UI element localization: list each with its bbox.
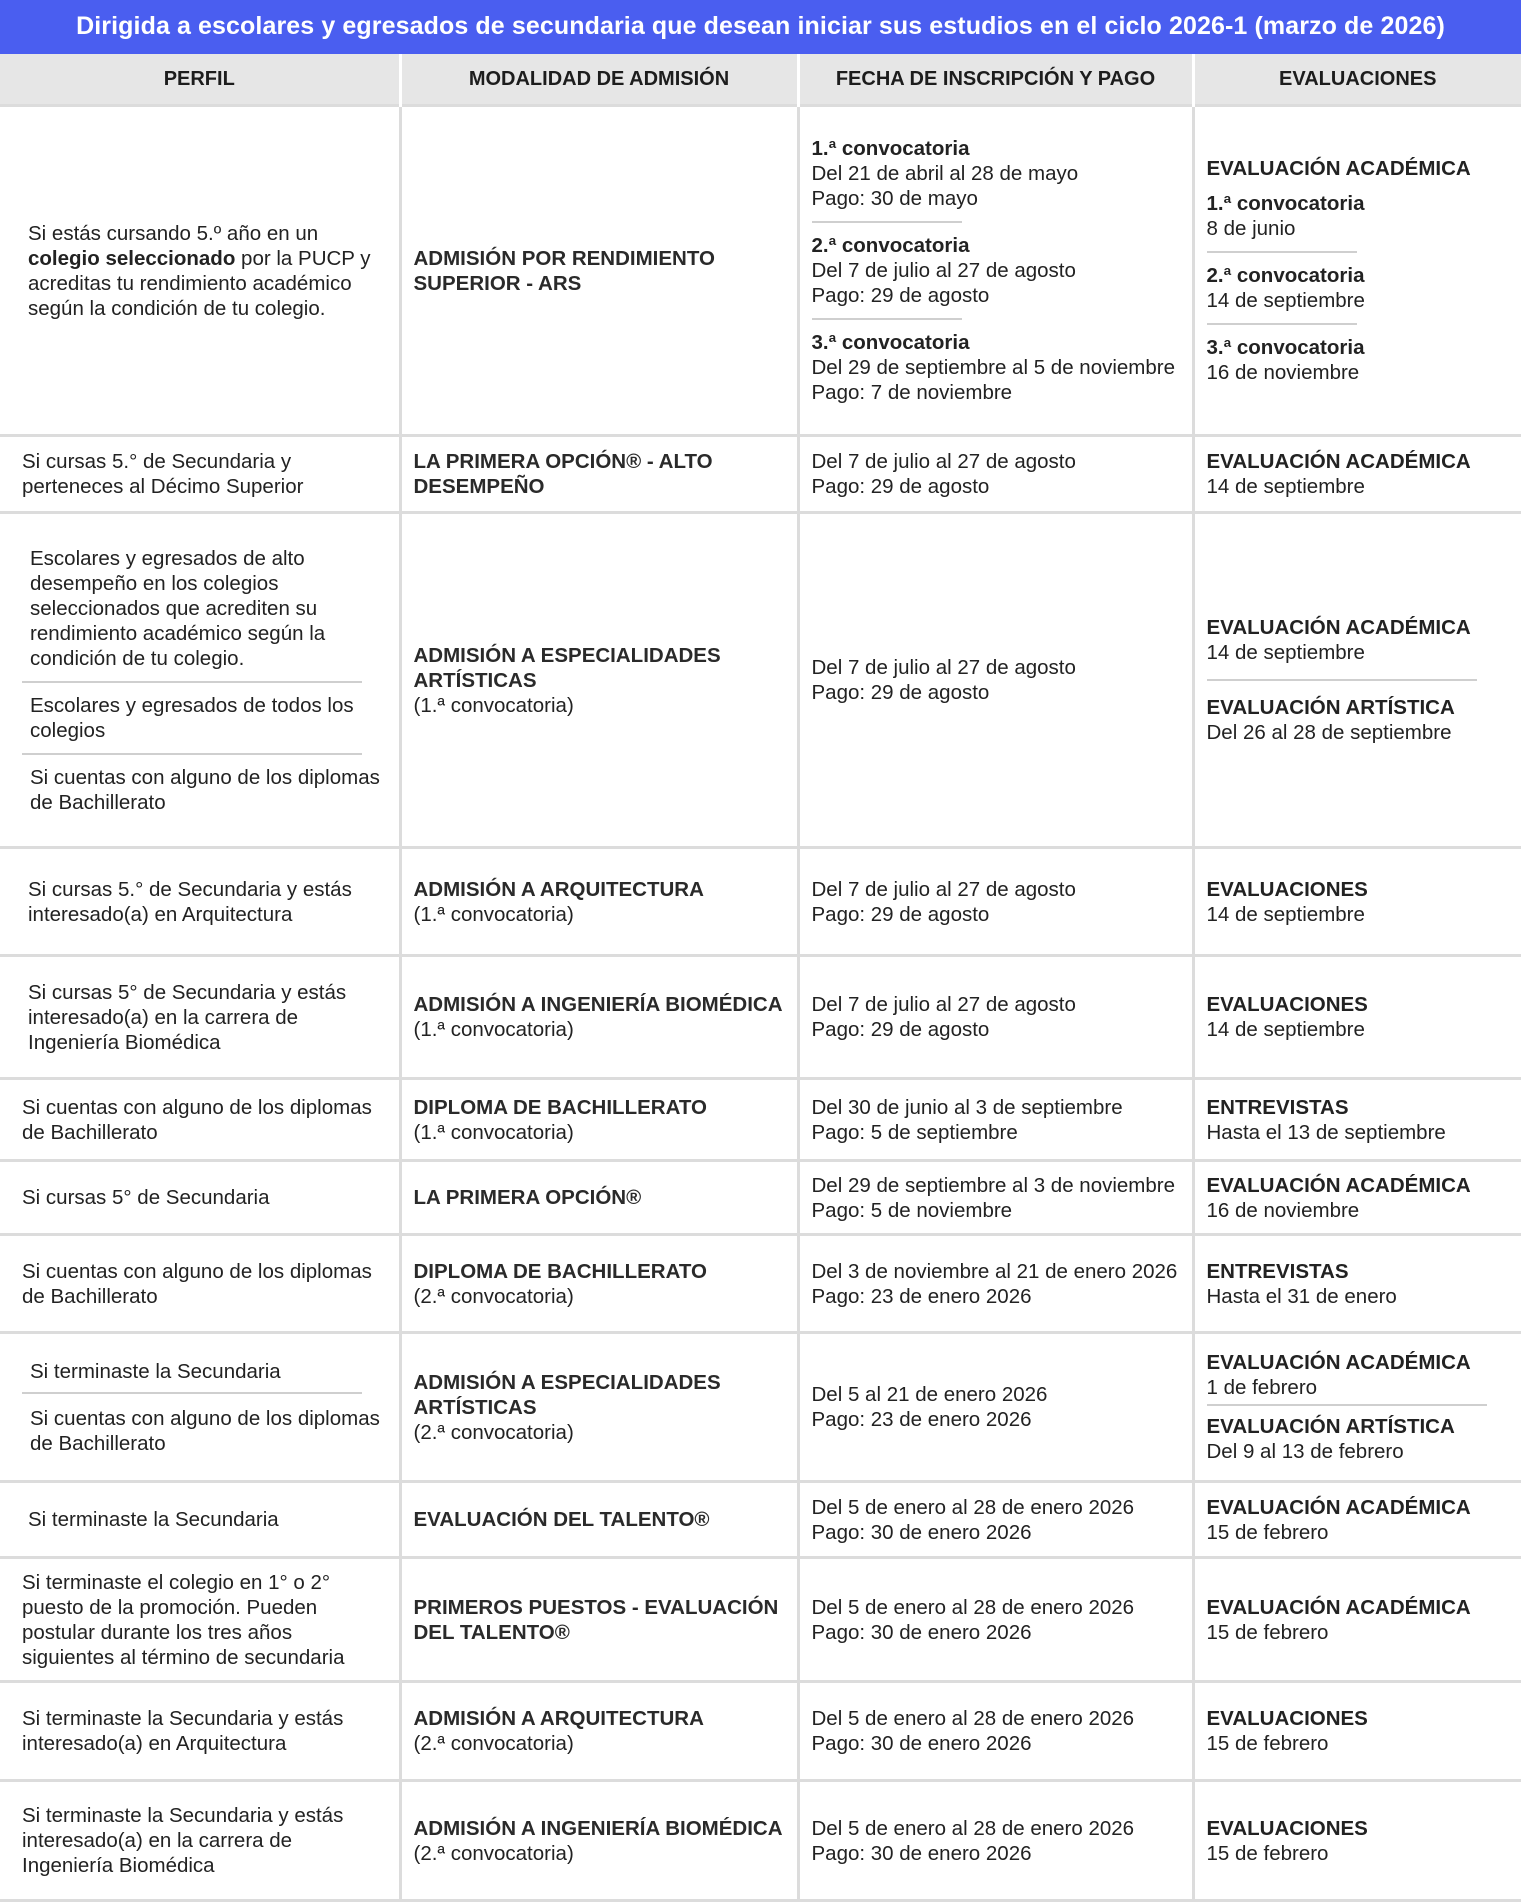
fecha-pago: Pago: 30 de enero 2026 — [811, 1620, 1032, 1644]
modalidad-convocatoria: (1.ª convocatoria) — [413, 1120, 574, 1144]
evaluacion-cell — [1193, 1682, 1521, 1781]
convocatoria-label: 1.ª convocatoria — [811, 137, 970, 160]
fecha-pago: Pago: 29 de agosto — [811, 1018, 990, 1041]
convocatoria-label: 2.ª convocatoria — [811, 234, 970, 257]
perfil-cell: Si terminaste la Secundaria — [0, 1482, 400, 1558]
fecha-range: Del 7 de julio al 27 de agosto — [811, 450, 1076, 473]
admission-table — [0, 54, 1521, 1902]
modalidad-cell — [400, 1781, 798, 1901]
modalidad-label: PRIMEROS PUESTOS - EVALUACIÓN DEL TALENTO® — [413, 1595, 779, 1644]
evaluacion-title: EVALUACIONES — [1206, 1707, 1368, 1730]
fecha-pago: Pago: 30 de enero 2026 — [811, 1732, 1032, 1755]
divider — [22, 753, 362, 755]
modalidad-cell — [400, 956, 798, 1079]
evaluacion-cell — [1193, 1482, 1521, 1558]
perfil-cell — [0, 1333, 400, 1482]
fecha-cell — [798, 848, 1193, 956]
evaluacion-title: EVALUACIÓN ACADÉMICA — [1206, 1495, 1471, 1519]
modalidad-label: ADMISIÓN A ESPECIALIDADES ARTÍSTICAS — [413, 1370, 721, 1419]
perfil-cell: Si cuentas con alguno de los diplomas de Bachillerato — [0, 1235, 400, 1333]
table-row — [0, 1161, 1521, 1235]
evaluacion-date: 14 de septiembre — [1206, 475, 1365, 498]
modalidad-convocatoria: (1.ª convocatoria) — [413, 1018, 574, 1041]
modalidad-label: LA PRIMERA OPCIÓN® — [413, 1186, 642, 1209]
evaluacion-date: 14 de septiembre — [1206, 641, 1365, 664]
fecha-range: Del 5 de enero al 28 de enero 2026 — [811, 1495, 1135, 1519]
fecha-range: Del 21 de abril al 28 de mayo — [811, 162, 1079, 185]
table-row — [0, 1235, 1521, 1333]
fecha-pago: Pago: 30 de enero 2026 — [811, 1520, 1032, 1544]
perfil-text: Si cuentas con alguno de los diplomas de Bachillerato — [30, 1406, 380, 1455]
evaluacion-date: 15 de febrero — [1206, 1841, 1329, 1865]
fecha-range: Del 3 de noviembre al 21 de enero 2026 — [811, 1259, 1178, 1283]
fecha-range: Del 5 de enero al 28 de enero 2026 — [811, 1595, 1135, 1619]
evaluacion-date: Hasta el 13 de septiembre — [1206, 1120, 1446, 1144]
evaluacion-title: EVALUACIÓN ACADÉMICA — [1206, 616, 1471, 639]
divider — [812, 221, 962, 223]
perfil-bold: colegio seleccionado — [28, 246, 236, 270]
table-row — [0, 436, 1521, 513]
modalidad-label: ADMISIÓN A ARQUITECTURA — [413, 877, 704, 901]
modalidad-cell — [400, 1161, 798, 1235]
evaluacion-date: 14 de septiembre — [1206, 1018, 1365, 1041]
divider — [1207, 323, 1357, 325]
perfil-cell — [0, 106, 400, 436]
divider — [22, 1392, 362, 1394]
perfil-cell: Si terminaste el colegio en 1° o 2° puesto de la promoción. Pueden postular durante los tres años siguientes al término de secundaria — [0, 1558, 400, 1682]
fecha-pago: Pago: 30 de enero 2026 — [811, 1841, 1032, 1865]
evaluacion-date: Del 9 al 13 de febrero — [1206, 1440, 1404, 1463]
evaluacion-date: Hasta el 31 de enero — [1206, 1284, 1397, 1308]
divider — [1207, 251, 1357, 253]
fecha-pago: Pago: 23 de enero 2026 — [811, 1284, 1032, 1308]
evaluacion-date: 16 de noviembre — [1206, 1198, 1360, 1222]
divider — [812, 318, 962, 320]
table-row — [0, 956, 1521, 1079]
fecha-range: Del 7 de julio al 27 de agosto — [811, 993, 1076, 1016]
modalidad-cell — [400, 848, 798, 956]
header-fecha: FECHA DE INSCRIPCIÓN Y PAGO — [798, 54, 1193, 106]
evaluacion-title: EVALUACIONES — [1206, 993, 1368, 1016]
fecha-range: Del 5 de enero al 28 de enero 2026 — [811, 1707, 1135, 1730]
fecha-range: Del 29 de septiembre al 5 de noviembre — [811, 356, 1176, 379]
fecha-cell — [798, 1558, 1193, 1682]
evaluacion-title: EVALUACIÓN ACADÉMICA — [1206, 1351, 1471, 1374]
fecha-range: Del 5 al 21 de enero 2026 — [811, 1383, 1048, 1406]
perfil-cell: Si cursas 5.° de Secundaria y perteneces al Décimo Superior — [0, 436, 400, 513]
fecha-cell — [798, 1682, 1193, 1781]
perfil-cell: Si cursas 5.° de Secundaria y estás interesado(a) en Arquitectura — [0, 848, 400, 956]
perfil-text: Escolares y egresados de alto desempeño en los colegios seleccionados que acrediten su rendimiento académico según la condición de tu colegio. — [30, 546, 326, 670]
fecha-cell — [798, 1781, 1193, 1901]
evaluacion-cell — [1193, 848, 1521, 956]
perfil-cell: Si terminaste la Secundaria y estás interesado(a) en la carrera de Ingeniería Biomédica — [0, 1781, 400, 1901]
table-row — [0, 1079, 1521, 1161]
evaluacion-date: 14 de septiembre — [1206, 902, 1365, 926]
evaluacion-date: 14 de septiembre — [1206, 289, 1365, 312]
modalidad-label: ADMISIÓN A ESPECIALIDADES ARTÍSTICAS — [413, 643, 721, 692]
evaluacion-cell — [1193, 1235, 1521, 1333]
fecha-range: Del 7 de julio al 27 de agosto — [811, 877, 1076, 901]
fecha-cell — [798, 513, 1193, 848]
modalidad-cell — [400, 513, 798, 848]
fecha-cell — [798, 1333, 1193, 1482]
evaluacion-cell — [1193, 1558, 1521, 1682]
header-evaluaciones: EVALUACIONES — [1193, 54, 1521, 106]
modalidad-cell — [400, 1558, 798, 1682]
modalidad-convocatoria: (2.ª convocatoria) — [413, 1420, 574, 1444]
perfil-text: Si cuentas con alguno de los diplomas de Bachillerato — [30, 765, 380, 814]
evaluacion-cell — [1193, 106, 1521, 436]
modalidad-label: ADMISIÓN A INGENIERÍA BIOMÉDICA — [413, 993, 783, 1016]
modalidad-cell — [400, 1482, 798, 1558]
modalidad-label: ADMISIÓN POR RENDIMIENTO SUPERIOR - ARS — [413, 246, 715, 295]
fecha-range: Del 5 de enero al 28 de enero 2026 — [811, 1816, 1135, 1840]
table-row — [0, 848, 1521, 956]
modalidad-label: ADMISIÓN A ARQUITECTURA — [413, 1707, 704, 1730]
evaluacion-title: EVALUACIÓN ARTÍSTICA — [1206, 1415, 1455, 1438]
fecha-block — [812, 136, 1182, 211]
evaluacion-title: EVALUACIÓN ACADÉMICA — [1206, 1595, 1471, 1619]
evaluacion-title: ENTREVISTAS — [1206, 1095, 1349, 1119]
evaluacion-title: EVALUACIÓN ACADÉMICA — [1206, 1173, 1471, 1197]
fecha-pago: Pago: 29 de agosto — [811, 902, 990, 926]
evaluacion-title: EVALUACIÓN ACADÉMICA — [1206, 450, 1471, 473]
perfil-text: Si terminaste la Secundaria — [30, 1359, 281, 1383]
table-row — [0, 1781, 1521, 1901]
fecha-pago: Pago: 29 de agosto — [811, 681, 990, 704]
table-row — [0, 1558, 1521, 1682]
modalidad-convocatoria: (2.ª convocatoria) — [413, 1841, 574, 1865]
evaluacion-date: 15 de febrero — [1206, 1520, 1329, 1544]
evaluacion-title: EVALUACIÓN ACADÉMICA — [1206, 157, 1471, 180]
fecha-range: Del 7 de julio al 27 de agosto — [811, 656, 1076, 679]
table-row — [0, 1333, 1521, 1482]
divider — [1207, 1404, 1487, 1406]
fecha-pago: Pago: 7 de noviembre — [811, 381, 1013, 404]
evaluacion-cell — [1193, 436, 1521, 513]
modalidad-cell — [400, 106, 798, 436]
modalidad-label: EVALUACIÓN DEL TALENTO® — [413, 1508, 710, 1531]
modalidad-label: ADMISIÓN A INGENIERÍA BIOMÉDICA — [413, 1816, 783, 1840]
convocatoria-label: 3.ª convocatoria — [811, 331, 970, 354]
fecha-pago: Pago: 30 de mayo — [811, 187, 978, 210]
fecha-block — [812, 330, 1182, 405]
modalidad-convocatoria: (2.ª convocatoria) — [413, 1284, 574, 1308]
fecha-cell — [798, 1235, 1193, 1333]
fecha-pago: Pago: 23 de enero 2026 — [811, 1408, 1032, 1431]
evaluacion-cell — [1193, 513, 1521, 848]
modalidad-cell — [400, 1235, 798, 1333]
evaluacion-cell — [1193, 956, 1521, 1079]
fecha-cell — [798, 956, 1193, 1079]
fecha-cell — [798, 1079, 1193, 1161]
header-perfil: PERFIL — [0, 54, 400, 106]
fecha-pago: Pago: 5 de septiembre — [811, 1120, 1018, 1144]
modalidad-label: DIPLOMA DE BACHILLERATO — [413, 1259, 707, 1283]
convocatoria-label: 2.ª convocatoria — [1206, 264, 1365, 287]
banner-title: Dirigida a escolares y egresados de secundaria que desean iniciar sus estudios en el ciclo 2026-1 (marzo de 2026) — [0, 0, 1521, 54]
modalidad-cell — [400, 1079, 798, 1161]
modalidad-label: DIPLOMA DE BACHILLERATO — [413, 1095, 707, 1119]
evaluacion-title: EVALUACIONES — [1206, 1816, 1368, 1840]
evaluacion-date: Del 26 al 28 de septiembre — [1206, 721, 1452, 744]
perfil-cell: Si terminaste la Secundaria y estás interesado(a) en Arquitectura — [0, 1682, 400, 1781]
divider — [22, 681, 362, 683]
header-modalidad: MODALIDAD DE ADMISIÓN — [400, 54, 798, 106]
fecha-pago: Pago: 29 de agosto — [811, 284, 990, 307]
modalidad-cell — [400, 1333, 798, 1482]
fecha-cell — [798, 1161, 1193, 1235]
evaluacion-date: 8 de junio — [1206, 217, 1296, 240]
perfil-cell — [0, 513, 400, 848]
perfil-text: Escolares y egresados de todos los colegios — [30, 693, 354, 742]
evaluacion-cell — [1193, 1781, 1521, 1901]
table-row — [0, 513, 1521, 848]
fecha-pago: Pago: 29 de agosto — [811, 475, 990, 498]
fecha-range: Del 29 de septiembre al 3 de noviembre — [811, 1173, 1176, 1197]
evaluacion-title: ENTREVISTAS — [1206, 1259, 1349, 1283]
convocatoria-label: 3.ª convocatoria — [1206, 336, 1365, 359]
fecha-pago: Pago: 5 de noviembre — [811, 1198, 1013, 1222]
table-row — [0, 1482, 1521, 1558]
table-row — [0, 106, 1521, 436]
convocatoria-label: 1.ª convocatoria — [1206, 192, 1365, 215]
evaluacion-date: 15 de febrero — [1206, 1620, 1329, 1644]
perfil-cell: Si cuentas con alguno de los diplomas de Bachillerato — [0, 1079, 400, 1161]
fecha-range: Del 30 de junio al 3 de septiembre — [811, 1095, 1123, 1119]
modalidad-cell — [400, 436, 798, 513]
evaluacion-title: EVALUACIONES — [1206, 877, 1368, 901]
evaluacion-cell — [1193, 1333, 1521, 1482]
perfil-text: Si estás cursando 5.º año en un — [28, 221, 319, 245]
modalidad-convocatoria: (1.ª convocatoria) — [413, 902, 574, 926]
fecha-cell — [798, 106, 1193, 436]
modalidad-cell — [400, 1682, 798, 1781]
evaluacion-date: 1 de febrero — [1206, 1376, 1318, 1399]
fecha-range: Del 7 de julio al 27 de agosto — [811, 259, 1076, 282]
evaluacion-cell — [1193, 1079, 1521, 1161]
modalidad-convocatoria: (1.ª convocatoria) — [413, 693, 574, 717]
modalidad-convocatoria: (2.ª convocatoria) — [413, 1732, 574, 1755]
fecha-cell — [798, 436, 1193, 513]
evaluacion-date: 16 de noviembre — [1206, 361, 1360, 384]
evaluacion-cell — [1193, 1161, 1521, 1235]
perfil-text: por la PUCP y acreditas tu rendimiento académico según la condición de tu colegio. — [28, 246, 371, 320]
modalidad-label: LA PRIMERA OPCIÓN® - ALTO DESEMPEÑO — [413, 450, 713, 498]
evaluacion-date: 15 de febrero — [1206, 1732, 1329, 1755]
perfil-cell: Si cursas 5° de Secundaria y estás interesado(a) en la carrera de Ingeniería Biomédica — [0, 956, 400, 1079]
evaluacion-title: EVALUACIÓN ARTÍSTICA — [1206, 696, 1455, 719]
table-row — [0, 1682, 1521, 1781]
divider — [1207, 679, 1477, 681]
perfil-cell: Si cursas 5° de Secundaria — [0, 1161, 400, 1235]
fecha-block — [812, 233, 1182, 308]
header-row — [0, 54, 1521, 106]
fecha-cell — [798, 1482, 1193, 1558]
